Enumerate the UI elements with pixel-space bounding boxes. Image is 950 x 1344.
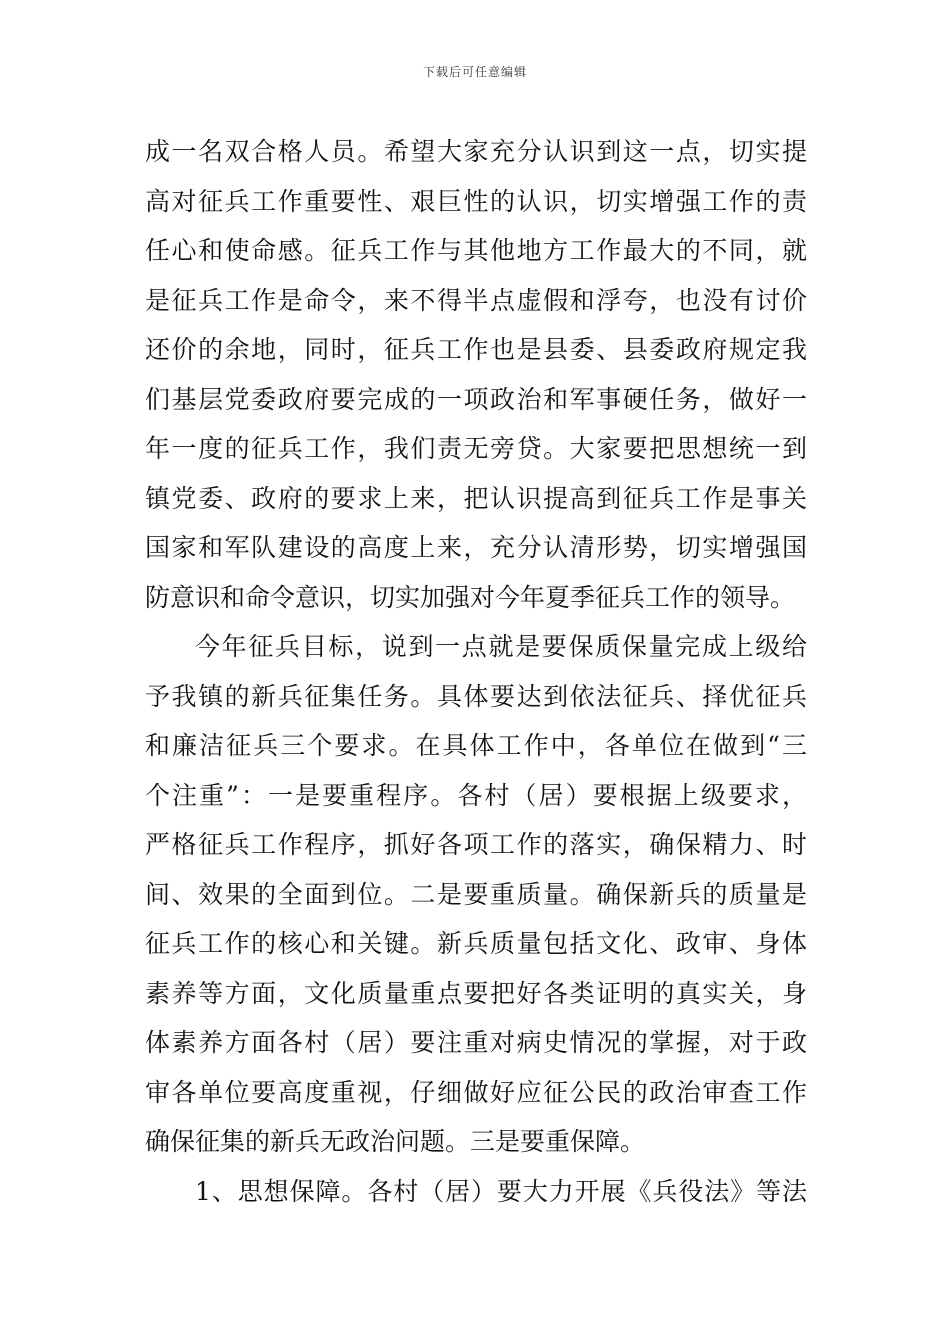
text-line: 间、效果的全面到位。二是要重质量。确保新兵的质量是 xyxy=(145,879,807,909)
text-line: 和廉洁征兵三个要求。在具体工作中，各单位在做到“三 xyxy=(145,731,807,760)
text-line: 个注重”：一是要重程序。各村（居）要根据上级要求， xyxy=(145,780,807,810)
text-line: 年一度的征兵工作，我们责无旁贷。大家要把思想统一到 xyxy=(145,434,807,463)
text-line: 体素养方面各村（居）要注重对病史情况的掌握，对于政 xyxy=(145,1028,807,1057)
text-line: 是征兵工作是命令，来不得半点虚假和浮夸，也没有讨价 xyxy=(145,285,807,315)
text-line: 予我镇的新兵征集任务。具体要达到依法征兵、择优征兵 xyxy=(145,681,807,711)
text-line: 们基层党委政府要完成的一项政治和军事硬任务，做好一 xyxy=(145,384,807,414)
document-body xyxy=(145,127,807,1216)
text-line: 征兵工作的核心和关键。新兵质量包括文化、政审、身体 xyxy=(145,929,807,958)
text-line: 国家和军队建设的高度上来，充分认清形势，切实增强国 xyxy=(145,533,807,562)
text-line: 今年征兵目标，说到一点就是要保质保量完成上级给 xyxy=(195,632,807,661)
text-line: 高对征兵工作重要性、艰巨性的认识，切实增强工作的责 xyxy=(145,186,807,216)
text-line: 严格征兵工作程序，抓好各项工作的落实，确保精力、时 xyxy=(145,830,807,859)
text-line: 1、思想保障。各村（居）要大力开展《兵役法》等法 xyxy=(195,1176,807,1206)
text-line: 素养等方面，文化质量重点要把好各类证明的真实关，身 xyxy=(145,978,807,1008)
text-line: 成一名双合格人员。希望大家充分认识到这一点，切实提 xyxy=(145,137,807,166)
text-line: 审各单位要高度重视，仔细做好应征公民的政治审查工作 xyxy=(145,1077,807,1107)
text-line: 任心和使命感。征兵工作与其他地方工作最大的不同，就 xyxy=(145,236,807,265)
text-line: 确保征集的新兵无政治问题。三是要重保障。 xyxy=(145,1127,646,1156)
text-line: 防意识和命令意识，切实加强对今年夏季征兵工作的领导。 xyxy=(145,582,796,612)
text-line: 镇党委、政府的要求上来，把认识提高到征兵工作是事关 xyxy=(145,483,807,513)
page-header-note: 下载后可任意编辑 xyxy=(422,65,527,79)
text-line: 还价的余地，同时，征兵工作也是县委、县委政府规定我 xyxy=(145,335,807,364)
